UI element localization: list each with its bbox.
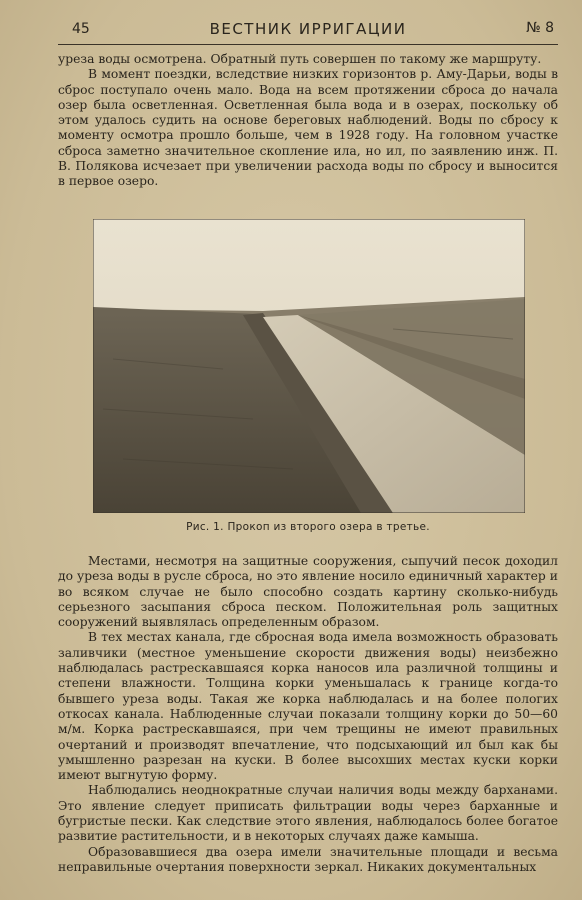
figure-caption: Рис. 1. Прокоп из второго озера в третье.	[186, 521, 430, 533]
paragraph: Образовавшиеся два озера имели значительные площади и весьма неправильные очертания поверхности зеркал. Никаких документальных	[58, 844, 558, 874]
canal-photograph	[93, 219, 525, 513]
paragraph: В тех местах канала, где сбросная вода имела возможность образовать заливчики (местное уменьшение скорости движения воды) неизбежно наблюдалась растрескавшаяся корка наносов ила различной толщины и степени влажности. Толщина корки уменьшалась к границе когда-то бывшего уреза воды. Такая же корка наблюдалась и на более пологих откосах канала. Наблюденные случаи показали толщину корки до 50—60 м/м. Корка растрескавшаяся, при чем трещины не имеют правильных очертаний и производят впечатление, что подсыхающий ил был как бы умышленно разрезан на куски. В более высохших местах куски корки имеют выгнутую форму.	[58, 630, 558, 783]
text-block-bottom	[58, 554, 558, 875]
issue-number: № 8	[526, 20, 554, 36]
paragraph: Наблюдались неоднократные случаи наличия воды между барханами. Это явление следует приписать фильтрации воды через барханные и бугристые пески. Как следствие этого явления, наблюдалось более богатое развитие растительности, и в некоторых случаях даже камыша.	[58, 783, 558, 844]
running-header	[58, 18, 558, 45]
paragraph: уреза воды осмотрена. Обратный путь совершен по такому же маршруту.	[58, 52, 542, 66]
journal-title: ВЕСТНИК ИРРИГАЦИИ	[209, 20, 407, 38]
page-number: 45	[72, 21, 90, 37]
photo-illustration	[93, 219, 525, 513]
paragraph: В момент поездки, вследствие низких горизонтов р. Аму-Дарьи, воды в сброс поступало очень мало. Вода на всем протяжении сброса до начала озер была осветленная. Осветленная была вода и в озерах, поскольку об этом удалось судить на основе береговых наблюдений. Воды по сбросу к моменту осмотра прошло больше, чем в 1928 году. На головном участке сброса заметно значительное скопление ила, но ил, по заявлению инж. П. В. Полякова исчезает при увеличении расхода воды по сбросу и выносится в первое озеро.	[58, 67, 558, 189]
text-block-top	[58, 52, 558, 190]
paragraph: Местами, несмотря на защитные сооружения, сыпучий песок доходил до уреза воды в русле сброса, но это явление носило единичный характер и во всяком случае не было способно создать картину сколько-нибудь серьезного засыпания сброса песком. Положительная роль защитных сооружений выявлялась определенным образом.	[58, 554, 558, 630]
